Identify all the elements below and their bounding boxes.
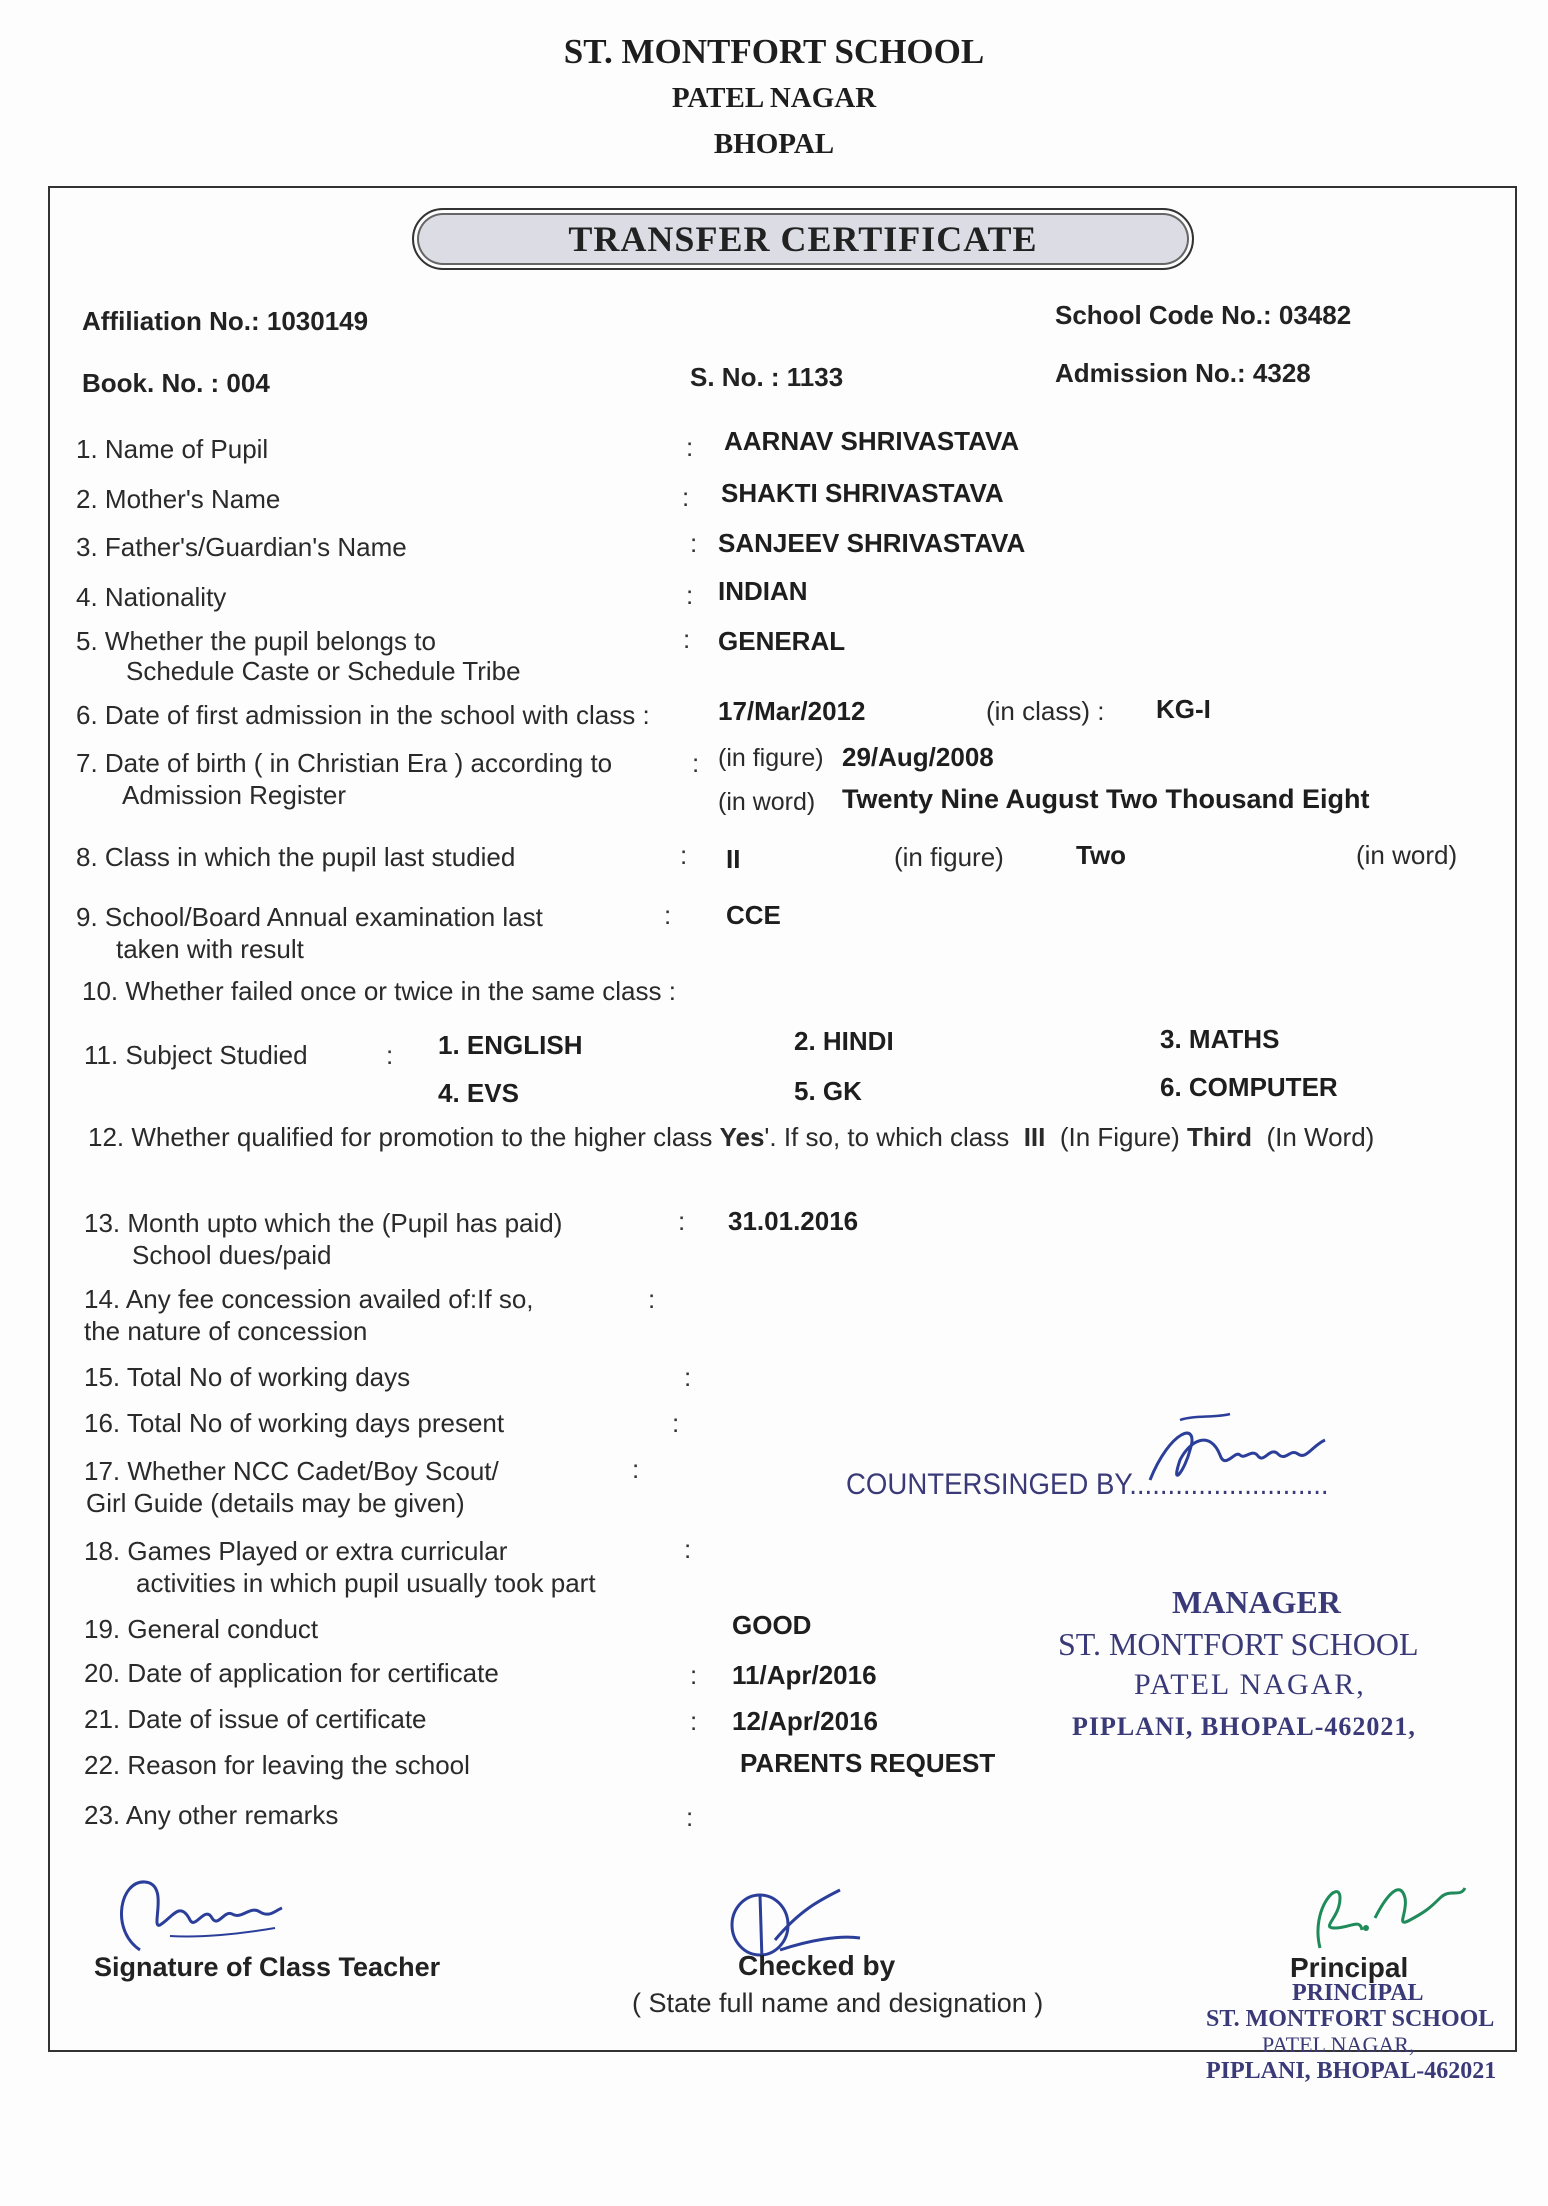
subject-4: 4. EVS [438, 1078, 519, 1108]
item-17-label-line1: 17. Whether NCC Cadet/Boy Scout/ [84, 1456, 499, 1486]
item-18-label-line1: 18. Games Played or extra curricular [84, 1536, 508, 1566]
manager-signature [1140, 1410, 1340, 1500]
item-15-label: 15. Total No of working days [84, 1362, 411, 1392]
item-7-colon: : [692, 748, 700, 778]
item-17-label-line2: Girl Guide (details may be given) [86, 1488, 465, 1518]
manager-stamp-school: ST. MONTFORT SCHOOL [1058, 1626, 1419, 1662]
item-9-label-line2: taken with result [116, 934, 304, 964]
dob-figure: 29/Aug/2008 [842, 742, 994, 772]
item-5-colon: : [683, 624, 691, 654]
nationality: INDIAN [718, 576, 808, 606]
certificate-title-banner [412, 208, 1194, 270]
item-3-label: 3. Father's/Guardian's Name [76, 532, 407, 562]
leaving-reason: PARENTS REQUEST [740, 1748, 996, 1778]
item-18-colon: : [684, 1534, 692, 1564]
checked-by-label: Checked by [738, 1950, 896, 1981]
item-17-colon: : [632, 1454, 640, 1484]
item-21-colon: : [690, 1706, 698, 1736]
principal-signature [1300, 1868, 1470, 1958]
item-9-colon: : [664, 900, 672, 930]
dob-words: Twenty Nine August Two Thousand Eight [842, 784, 1370, 814]
book-number: Book. No. : 004 [82, 368, 270, 398]
promotion-class-word: Third [1186, 1122, 1252, 1152]
item-1-colon: : [686, 432, 694, 462]
first-admission-class: KG-I [1156, 694, 1211, 724]
item-9-label-line1: 9. School/Board Annual examination last [76, 902, 543, 932]
item-2-colon: : [682, 482, 690, 512]
promotion-figure-label: (In Figure) [1059, 1122, 1180, 1152]
class-teacher-signature [100, 1870, 290, 1960]
manager-stamp-address: PIPLANI, BHOPAL-462021, [1072, 1712, 1416, 1741]
school-code: School Code No.: 03482 [1055, 300, 1352, 330]
item-16-colon: : [672, 1408, 680, 1438]
item-4-colon: : [686, 580, 694, 610]
manager-stamp-area: PATEL NAGAR, [1134, 1668, 1366, 1701]
promotion-class-figure: III [1023, 1122, 1046, 1152]
principal-stamp-address: PIPLANI, BHOPAL-462021 [1206, 2058, 1497, 2084]
item-14-label-line1: 14. Any fee concession availed of:If so, [84, 1284, 534, 1314]
issue-date: 12/Apr/2016 [732, 1706, 878, 1736]
dob-figure-label: (in figure) [718, 744, 824, 772]
item-19-label: 19. General conduct [84, 1614, 319, 1644]
serial-number: S. No. : 1133 [690, 362, 844, 392]
checked-by-note: ( State full name and designation ) [632, 1988, 1044, 2018]
countersigned-stamp: COUNTERSINGED BY.......................... [846, 1468, 1329, 1501]
item-4-label: 4. Nationality [76, 582, 227, 612]
last-class-figure: II [726, 844, 741, 874]
principal-label: Principal [1290, 1952, 1409, 1983]
dob-word-label: (in word) [718, 788, 816, 816]
item-22-label: 22. Reason for leaving the school [84, 1750, 470, 1780]
item-11-label: 11. Subject Studied [84, 1040, 308, 1070]
subject-3: 3. MATHS [1160, 1024, 1280, 1054]
item-20-colon: : [690, 1660, 698, 1690]
item-16-label: 16. Total No of working days present [84, 1408, 505, 1438]
application-date: 11/Apr/2016 [732, 1660, 877, 1690]
last-class-figure-label: (in figure) [894, 842, 1004, 872]
item-7-label-line1: 7. Date of birth ( in Christian Era ) according to [76, 748, 613, 778]
general-conduct: GOOD [732, 1610, 812, 1640]
item-12-line [88, 1122, 1374, 1153]
item-13-colon: : [678, 1206, 686, 1236]
item-10-label: 10. Whether failed once or twice in the same class : [82, 976, 676, 1006]
subject-2: 2. HINDI [794, 1026, 894, 1056]
exam-result: CCE [726, 900, 781, 930]
item-1-label: 1. Name of Pupil [76, 434, 269, 464]
dues-paid-upto: 31.01.2016 [728, 1206, 859, 1236]
subject-6: 6. COMPUTER [1160, 1072, 1338, 1102]
item-11-colon: : [386, 1040, 394, 1070]
item-3-colon: : [690, 528, 698, 558]
item-5-label-line1: 5. Whether the pupil belongs to [76, 626, 436, 656]
affiliation-number: Affiliation No.: 1030149 [82, 306, 369, 336]
principal-stamp-title: PRINCIPAL [1292, 1980, 1424, 2006]
item-13-label-line2: School dues/paid [132, 1240, 332, 1270]
mother-name: SHAKTI SHRIVASTAVA [721, 478, 1004, 508]
item-23-label: 23. Any other remarks [84, 1800, 339, 1830]
subject-1: 1. ENGLISH [438, 1030, 583, 1060]
last-class-word: Two [1076, 840, 1127, 870]
subject-5: 5. GK [794, 1076, 862, 1106]
class-teacher-label: Signature of Class Teacher [94, 1952, 441, 1982]
item-8-label: 8. Class in which the pupil last studied [76, 842, 516, 872]
item-7-label-line2: Admission Register [122, 780, 346, 810]
item-13-label-line1: 13. Month upto which the (Pupil has paid) [84, 1208, 563, 1238]
item-14-label-line2: the nature of concession [84, 1316, 368, 1346]
school-area: PATEL NAGAR [671, 82, 877, 114]
item-21-label: 21. Date of issue of certificate [84, 1704, 427, 1734]
pupil-name: AARNAV SHRIVASTAVA [724, 426, 1020, 456]
father-name: SANJEEV SHRIVASTAVA [718, 528, 1026, 558]
item-5-label-line2: Schedule Caste or Schedule Tribe [126, 656, 521, 686]
promotion-answer: Yes [719, 1122, 765, 1152]
item-23-colon: : [686, 1802, 694, 1832]
item-12-text: 12. Whether qualified for promotion to the higher class [88, 1122, 713, 1152]
school-city: BHOPAL [713, 128, 835, 160]
principal-stamp-area: PATEL NAGAR, [1262, 2032, 1415, 2057]
item-14-colon: : [648, 1284, 656, 1314]
school-name: ST. MONTFORT SCHOOL [563, 32, 985, 71]
admission-number: Admission No.: 4328 [1055, 358, 1311, 388]
item-18-label-line2: activities in which pupil usually took part [136, 1568, 596, 1598]
last-class-word-label: (in word) [1356, 840, 1458, 870]
certificate-title: TRANSFER CERTIFICATE [568, 219, 1038, 259]
item-8-colon: : [680, 840, 688, 870]
item-6-class-label: (in class) : [986, 696, 1105, 726]
item-12-text-2: '. If so, to which class [764, 1122, 1010, 1152]
item-15-colon: : [684, 1362, 692, 1392]
item-6-label: 6. Date of first admission in the school with class : [76, 700, 650, 730]
promotion-word-label: (In Word) [1266, 1122, 1375, 1152]
principal-stamp-school: ST. MONTFORT SCHOOL [1206, 2006, 1495, 2032]
first-admission-date: 17/Mar/2012 [718, 696, 866, 726]
item-2-label: 2. Mother's Name [76, 484, 281, 514]
manager-stamp-title: MANAGER [1172, 1584, 1341, 1620]
caste-category: GENERAL [718, 626, 846, 656]
item-20-label: 20. Date of application for certificate [84, 1658, 499, 1688]
